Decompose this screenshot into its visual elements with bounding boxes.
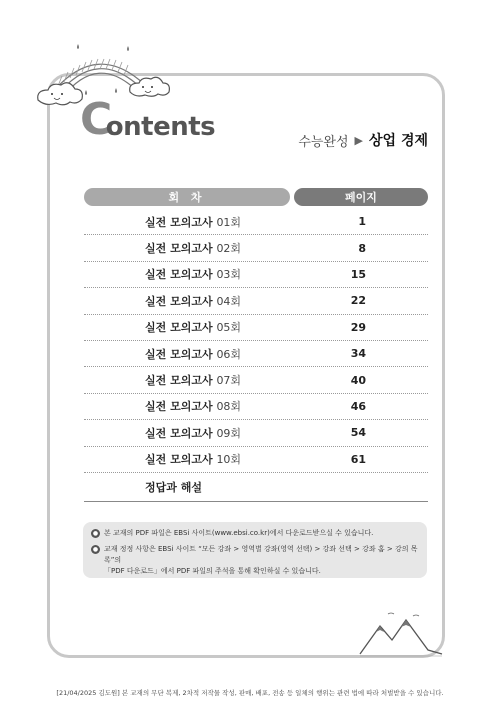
title-rest: ontents [105,112,216,142]
table-row[interactable] [84,315,428,341]
row-page: 34 [350,347,366,361]
table-row[interactable] [84,235,428,261]
row-page: 15 [350,267,366,281]
note-download [91,528,419,539]
subject-name: 상업 경제 [369,133,428,149]
mountain-illustration [358,612,444,658]
table-row[interactable] [84,447,428,473]
note-text-2: 교재 정정 사항은 EBSi 사이트 “모든 강좌 > 영역별 강좌(영역 선택) > 강좌 선택 > 강좌 홈 > 강의 목록”의 「PDF 다운로드」에서 PDF 파일의 주석을 통해 확인하실 수 있습니다. [104,545,418,575]
row-label: 실전 모의고사 01회 [145,215,242,229]
triangle-right-icon: ▶ [354,133,364,147]
row-page: 29 [350,320,366,334]
row-label: 실전 모의고사 09회 [145,426,242,440]
row-label: 실전 모의고사 08회 [145,400,242,414]
column-header-page: 페이지 [294,188,428,206]
table-header [84,188,428,206]
table-row[interactable] [84,262,428,288]
row-label: 실전 모의고사 07회 [145,374,242,388]
row-page: 1 [358,215,366,229]
row-page: 8 [358,241,366,255]
table-row[interactable] [84,420,428,446]
series-name: 수능완성 [298,134,349,150]
table-row[interactable] [84,341,428,367]
table-row[interactable] [84,209,428,235]
contents-table [84,209,428,502]
row-label: 실전 모의고사 06회 [145,347,242,361]
answers-label: 정답과 해설 [145,480,202,494]
subject-heading [298,130,428,150]
info-icon: ● [92,546,99,553]
copyright-footer: [21/04/2025 김도원] 본 교재의 무단 복제, 2차적 저작물 작성, 판매, 배포, 전송 등 일체의 행위는 관련 법에 따라 처벌받을 수 있습니다. [56,689,444,697]
row-label: 실전 모의고사 10회 [145,453,242,467]
table-row-answers[interactable] [84,473,428,502]
info-icon: ● [92,530,99,537]
row-page: 61 [350,452,366,466]
column-header-session: 회 차 [84,188,290,206]
title-initial: C [80,94,112,145]
row-label: 실전 모의고사 03회 [145,268,242,282]
table-row[interactable] [84,394,428,420]
note-text-1: 본 교재의 PDF 파일은 EBSi 사이트(www.ebsi.co.kr)에서 다운로드받으실 수 있습니다. [104,529,374,537]
row-label: 실전 모의고사 04회 [145,294,242,308]
table-row[interactable] [84,367,428,393]
note-correction [91,544,419,577]
row-label: 실전 모의고사 02회 [145,242,242,256]
row-page: 46 [350,399,366,413]
table-row[interactable] [84,288,428,314]
row-page: 22 [350,294,366,308]
row-page: 54 [350,426,366,440]
row-label: 실전 모의고사 05회 [145,321,242,335]
row-page: 40 [350,373,366,387]
contents-title [80,92,216,145]
notes-box [83,522,427,578]
